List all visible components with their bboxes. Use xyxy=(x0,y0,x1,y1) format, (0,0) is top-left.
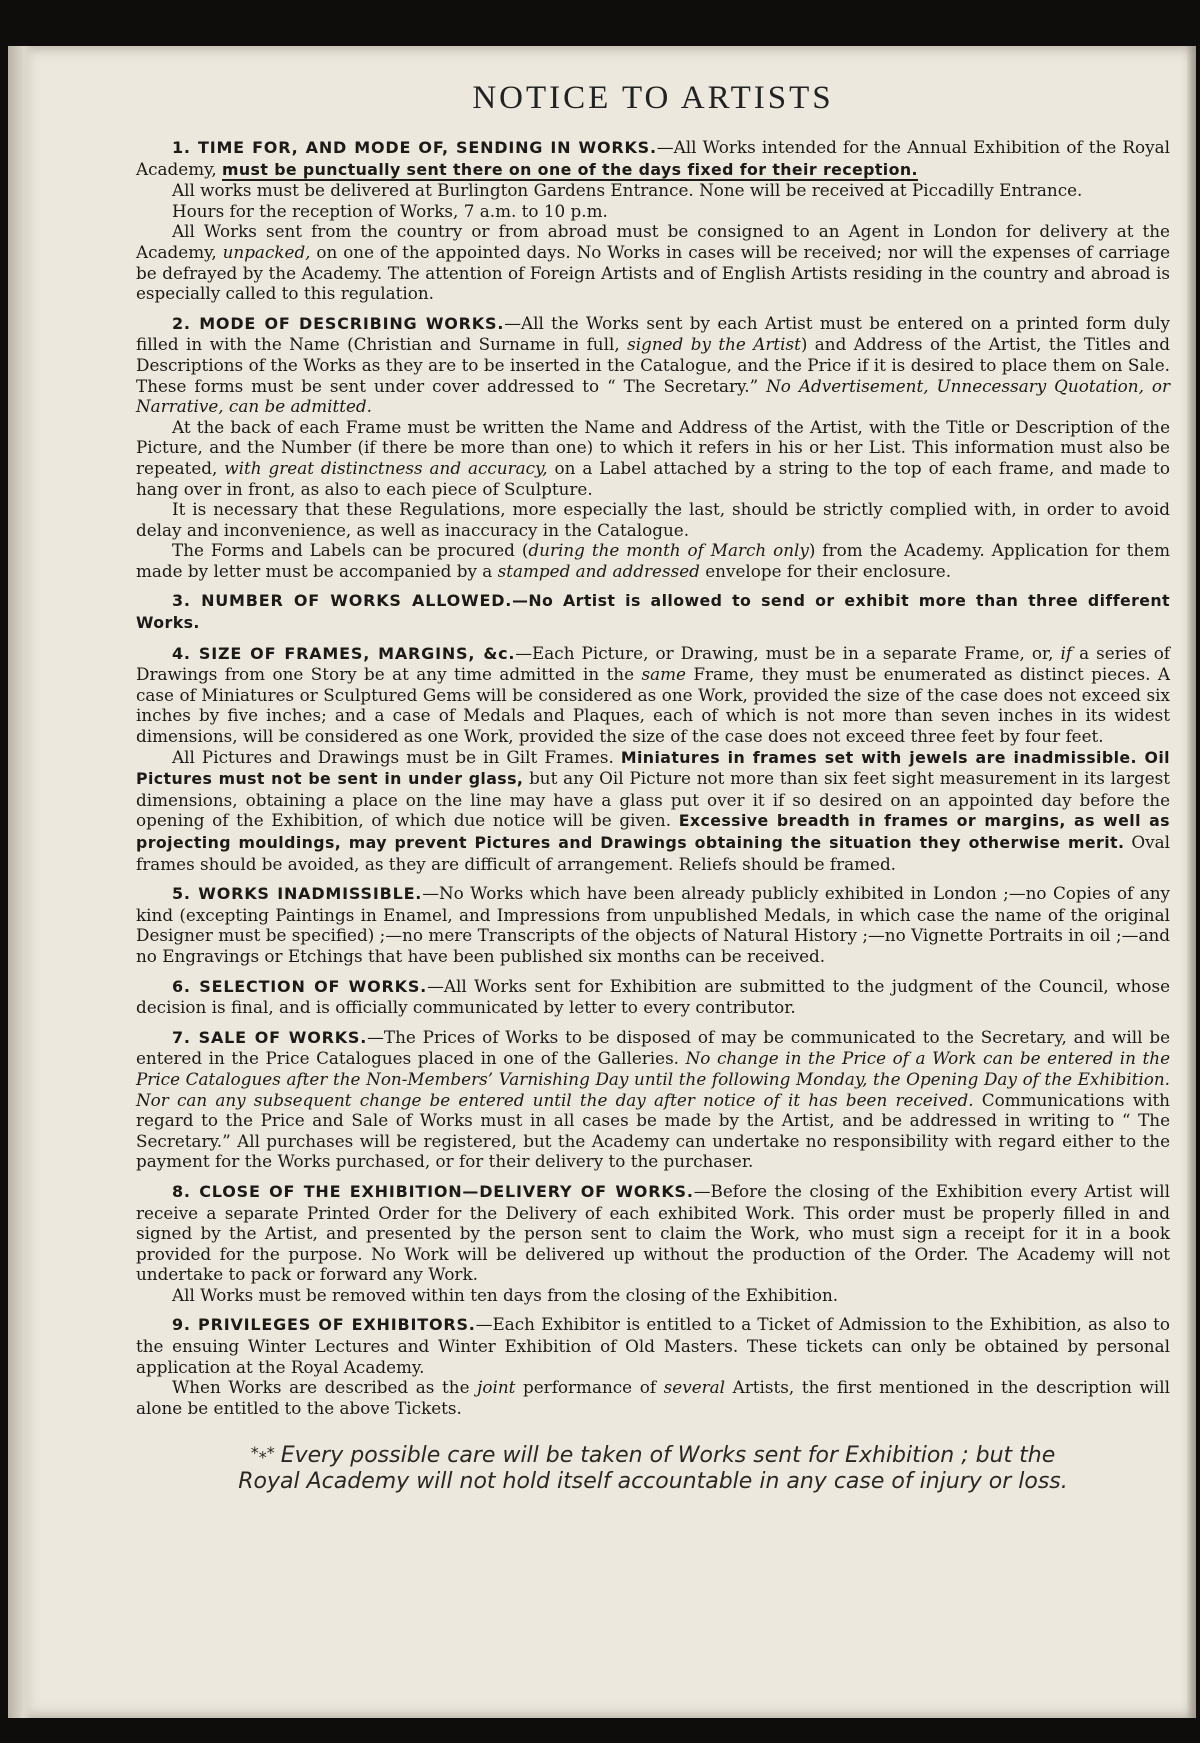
emphasis-text: must be punctually sent there on one of the days fixed for their reception. xyxy=(222,159,918,179)
footer-note: *⁎* Every possible care will be taken of Works sent for Exhibition ; but the Royal Academy will not hold itself accountable in any case of injury or loss. xyxy=(238,1443,1068,1495)
paragraph: All works must be delivered at Burlington Gardens Entrance. None will be received at Piccadilly Entrance. xyxy=(172,180,1083,201)
section-2: 2. MODE OF DESCRIBING WORKS.—All the Works sent by each Artist must be entered on a printed form duly filled in with the Name (Christian and Surname in full, signed by the Artist) and Address of the Artist, the Titles and Descriptions of the Works as they are to be inserted in the Catalogue, and the Price if it is desired to place them on Sale. These forms must be sent under cover addressed to “ The Secretary.” No Advertisement, Unnecessary Quotation, or Narrative, can be admitted. At the back of each Frame must be written the Name and Address of the Artist, with the Title or Description of the Picture, and the Number (if there be more than one) to which it refers in his or her List. This information must also be repeated, with great distinctness and accuracy, on a Label attached by a string to the top of each frame, and made to hang over in front, as also to each piece of Sculpture. It is necessary that these Regulations, more especially the last, should be strictly complied with, in order to avoid delay and inconvenience, as well as inaccuracy in the Catalogue. The Forms and Labels can be procured (during the month of March only) from the Academy. Application for them made by letter must be accompanied by a stamped and addressed envelope for their enclosure. xyxy=(136,312,1171,581)
paragraph: It is necessary that these Regulations, more especially the last, should be strictly complied with, in order to avoid delay and inconvenience, as well as inaccuracy in the Catalogue. xyxy=(136,499,1170,540)
section-heading: 6. SELECTION OF WORKS. xyxy=(172,976,428,996)
page-title: NOTICE TO ARTISTS xyxy=(472,80,834,116)
section-heading: 4. SIZE OF FRAMES, MARGINS, &c. xyxy=(172,643,516,663)
section-8: 8. CLOSE OF THE EXHIBITION—DELIVERY OF WORKS.—Before the closing of the Exhibition every Artist will receive a separate Printed Order for the Delivery of each exhibited Work. This order must be properly filled in and signed by the Artist, and presented by the person sent to claim the Work, who must sign a receipt for it in a book provided for the purpose. No Work will be delivered up without the production of the Order. The Academy will not undertake to pack or forward any Work. All Works must be removed within ten days from the closing of the Exhibition. xyxy=(136,1180,1170,1305)
section-5: 5. WORKS INADMISSIBLE.—No Works which have been already publicly exhibited in London ;—no Copies of any kind (excepting Paintings in Enamel, and Impressions from unpublished Medals, in which case the name of the original Designer must be specified) ;—no mere Transcripts of the objects of Natural History ;—no Vignette Portraits in oil ;—and no Engravings or Etchings that have been published six months can be received. xyxy=(136,883,1170,966)
paragraph: All Pictures and Drawings must be in Gilt Frames. Miniatures in frames set with jewels are inadmissible. Oil Pictures must not be sent in under glass, but any Oil Picture not more than six feet sight measurement in its largest dimensions, obtaining a place on the line may have a glass put over it if so desired on an appointed day before the opening of the Exhibition, of which due notice will be given. Excessive breadth in frames or margins, as well as projecting mouldings, may prevent Pictures and Drawings obtaining the situation they otherwise merit. Oval frames should be avoided, as they are difficult of arrangement. Reliefs should be framed. xyxy=(136,746,1170,874)
section-heading: 3. NUMBER OF WORKS ALLOWED. xyxy=(172,591,513,611)
page-gutter-shadow xyxy=(8,46,34,1718)
asterism-icon: *⁎* xyxy=(250,1443,275,1463)
document-page xyxy=(8,46,1196,1718)
section-3 xyxy=(136,590,1170,633)
section-heading: 8. CLOSE OF THE EXHIBITION—DELIVERY OF WORKS. xyxy=(172,1181,694,1201)
paragraph: At the back of each Frame must be written the Name and Address of the Artist, with the Title or Description of the Picture, and the Number (if there be more than one) to which it refers in his or her List. This information must also be repeated, with great distinctness and accuracy, on a Label attached by a string to the top of each frame, and made to hang over in front, as also to each piece of Sculpture. xyxy=(136,416,1171,499)
paragraph: When Works are described as the joint performance of several Artists, the first mentioned in the description will alone be entitled to the above Tickets. xyxy=(136,1377,1170,1418)
section-6: 6. SELECTION OF WORKS.—All Works sent for Exhibition are submitted to the judgment of the Council, whose decision is final, and is officially communicated by letter to every contributor. xyxy=(136,975,1170,1018)
paragraph: All Works sent from the country or from abroad must be consigned to an Agent in London for delivery at the Academy, unpacked, on one of the appointed days. No Works in cases will be received; nor will the expenses of carriage be defrayed by the Academy. The attention of Foreign Artists and of English Artists residing in the country and abroad is especially called to this regulation. xyxy=(136,221,1170,304)
paragraph: Hours for the reception of Works, 7 a.m. to 10 p.m. xyxy=(172,200,608,221)
section-heading: 9. PRIVILEGES OF EXHIBITORS. xyxy=(172,1315,476,1335)
notice-content xyxy=(136,80,1170,1495)
page-edge-shadow xyxy=(1186,46,1196,1718)
section-4: 4. SIZE OF FRAMES, MARGINS, &c.—Each Picture, or Drawing, must be in a separate Frame, or, if a series of Drawings from one Story be at any time admitted in the same Frame, they must be enumerated as distinct pieces. A case of Miniatures or Sculptured Gems will be considered as one Work, provided the size of the case does not exceed six inches by five inches; and a case of Medals and Plaques, each of which is not more than seven inches in its widest dimensions, will be considered as one Work, provided the size of the case does not exceed three feet by four feet. All Pictures and Drawings must be in Gilt Frames. Miniatures in frames set with jewels are inadmissible. Oil Pictures must not be sent in under glass, but any Oil Picture not more than six feet sight measurement in its largest dimensions, obtaining a place on the line may have a glass put over it if so desired on an appointed day before the opening of the Exhibition, of which due notice will be given. Excessive breadth in frames or margins, as well as projecting mouldings, may prevent Pictures and Drawings obtaining the situation they otherwise merit. Oval frames should be avoided, as they are difficult of arrangement. Reliefs should be framed. xyxy=(136,642,1171,874)
section-heading: 2. MODE OF DESCRIBING WORKS. xyxy=(172,313,505,333)
section-heading: 1. TIME FOR, AND MODE OF, SENDING IN WORKS. xyxy=(172,138,657,157)
section-heading: 5. WORKS INADMISSIBLE. xyxy=(172,884,423,904)
section-1: 1. TIME FOR, AND MODE OF, SENDING IN WORKS.—All Works intended for the Annual Exhibition of the Royal Academy, must be punctually sent there on one of the days fixed for their reception. All works must be delivered at Burlington Gardens Entrance. None will be received at Piccadilly Entrance. Hours for the reception of Works, 7 a.m. to 10 p.m. All Works sent from the country or from abroad must be consigned to an Agent in London for delivery at the Academy, unpacked, on one of the appointed days. No Works in cases will be received; nor will the expenses of carriage be defrayed by the Academy. The attention of Foreign Artists and of English Artists residing in the country and abroad is especially called to this regulation. xyxy=(136,137,1170,304)
paragraph: All Works must be removed within ten days from the closing of the Exhibition. xyxy=(172,1284,839,1305)
emphasis-text: —No Artist is allowed to send or exhibit more than three different Works. xyxy=(136,591,1170,633)
section-7: 7. SALE OF WORKS.—The Prices of Works to be disposed of may be communicated to the Secretary, and will be entered in the Price Catalogues placed in one of the Galleries. No change in the Price of a Work can be entered in the Price Catalogues after the Non-Members’ Varnishing Day until the following Monday, the Opening Day of the Exhibition. Nor can any subsequent change be entered until the day after notice of it has been received. Communications with regard to the Price and Sale of Works must in all cases be made by the Artist, and be addressed in writing to “ The Secretary.” All purchases will be registered, but the Academy can undertake no responsibility with regard either to the payment for the Works purchased, or for their delivery to the purchaser. xyxy=(136,1026,1171,1172)
paragraph: The Forms and Labels can be procured (during the month of March only) from the Academy. Application for them made by letter must be accompanied by a stamped and addressed envelope for their enclosure. xyxy=(136,540,1170,581)
section-heading: 7. SALE OF WORKS. xyxy=(172,1027,368,1047)
section-9: 9. PRIVILEGES OF EXHIBITORS.—Each Exhibitor is entitled to a Ticket of Admission to the Exhibition, as also to the ensuing Winter Lectures and Winter Exhibition of Old Masters. These tickets can only be obtained by personal application at the Royal Academy. When Works are described as the joint performance of several Artists, the first mentioned in the description will alone be entitled to the above Tickets. xyxy=(136,1314,1170,1418)
